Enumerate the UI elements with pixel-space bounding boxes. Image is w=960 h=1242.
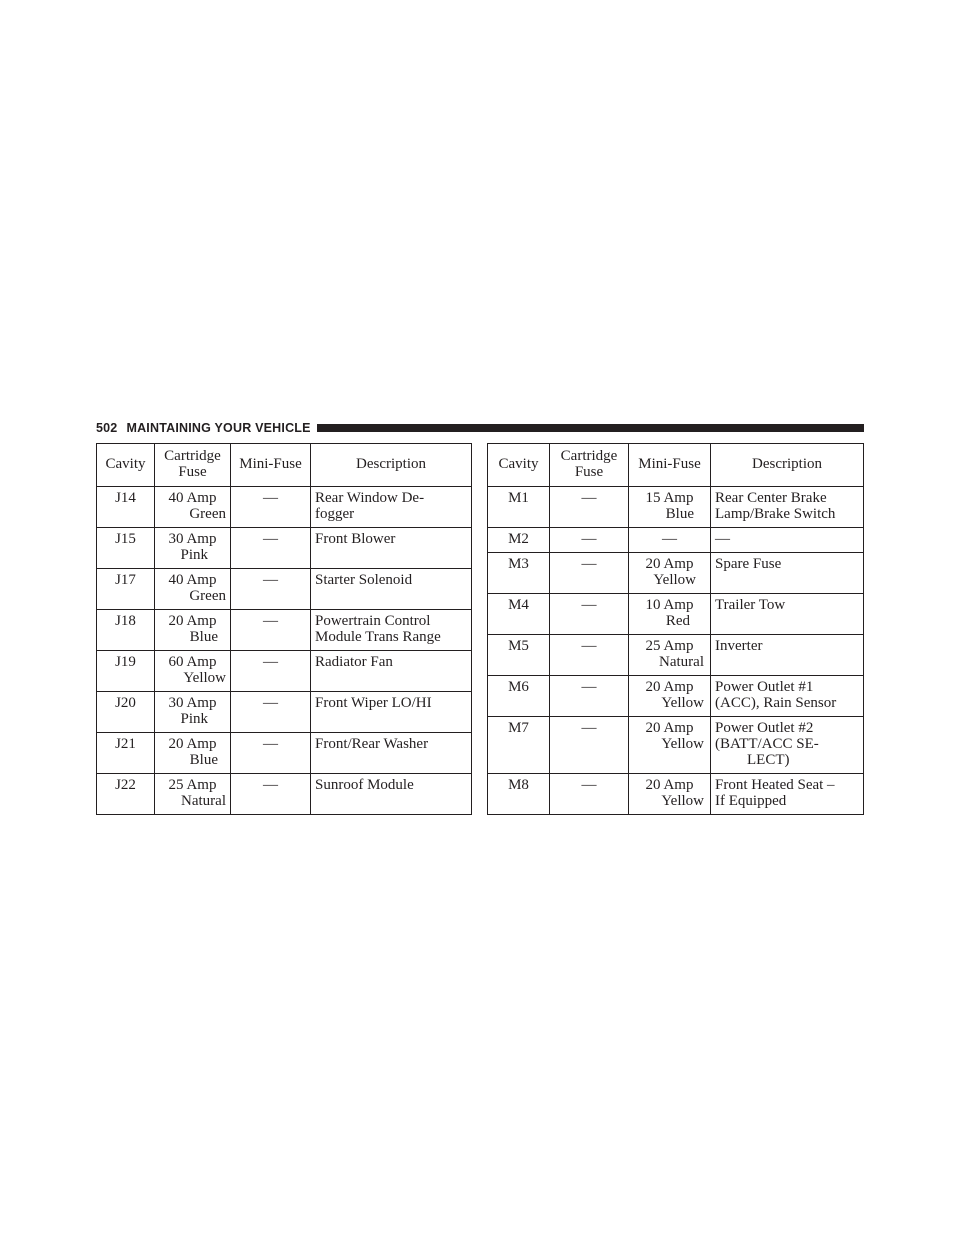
cartridge-amp: 30 Amp	[168, 531, 217, 547]
cartridge-cell: —	[550, 774, 629, 815]
description-line: If Equipped	[715, 793, 787, 809]
description-cell	[311, 651, 472, 692]
cavity-cell: J15	[97, 528, 155, 569]
mini-fuse-cell: —	[231, 651, 311, 692]
cavity-cell: J18	[97, 610, 155, 651]
header-cartridge-line1: Cartridge	[560, 448, 618, 464]
table-row	[488, 774, 864, 815]
table-row	[97, 569, 472, 610]
cartridge-cell: —	[550, 528, 629, 553]
description-cell	[711, 676, 864, 717]
cavity-cell: J22	[97, 774, 155, 815]
description-line: fogger	[315, 506, 355, 522]
cartridge-cell: —	[550, 676, 629, 717]
table-row	[97, 610, 472, 651]
cavity-cell: M7	[488, 717, 550, 774]
mini-fuse-cell	[629, 676, 711, 717]
table-row	[488, 553, 864, 594]
cavity-cell: M5	[488, 635, 550, 676]
cavity-cell: M8	[488, 774, 550, 815]
description-cell	[311, 774, 472, 815]
cartridge-amp: 60 Amp	[168, 654, 217, 670]
mini-fuse-cell: —	[231, 610, 311, 651]
cartridge-cell: —	[550, 594, 629, 635]
description-line: Front/Rear Washer	[315, 736, 429, 752]
description-line: Front Wiper LO/HI	[315, 695, 432, 711]
cartridge-cell	[155, 774, 231, 815]
description-cell	[311, 487, 472, 528]
mini-fuse-color: Blue	[665, 506, 694, 522]
mini-fuse-cell: —	[231, 569, 311, 610]
description-line: Power Outlet #2	[715, 720, 814, 736]
description-line: LECT)	[747, 752, 790, 768]
fuse-table-m-series	[487, 443, 864, 815]
header-rule	[317, 424, 864, 432]
cartridge-color: Blue	[189, 752, 218, 768]
header-description: Description	[711, 444, 864, 487]
cartridge-color: Blue	[189, 629, 218, 645]
header-cartridge-line2: Fuse	[178, 464, 207, 480]
mini-fuse-cell: —	[231, 733, 311, 774]
description-line: Rear Window De-	[315, 490, 425, 506]
table-row	[97, 774, 472, 815]
description-cell	[311, 569, 472, 610]
cavity-cell: M1	[488, 487, 550, 528]
header-cartridge-fuse	[155, 444, 231, 487]
cartridge-amp: 40 Amp	[168, 572, 217, 588]
description-line: Module Trans Range	[315, 629, 441, 645]
header-cartridge-line1: Cartridge	[164, 448, 221, 464]
mini-fuse-color: Yellow	[661, 695, 704, 711]
table-row	[488, 635, 864, 676]
header-description: Description	[311, 444, 472, 487]
cartridge-color: Pink	[180, 711, 208, 727]
section-title: MAINTAINING YOUR VEHICLE	[126, 421, 311, 435]
mini-fuse-cell	[629, 635, 711, 676]
mini-fuse-cell	[629, 774, 711, 815]
table-row	[97, 487, 472, 528]
mini-fuse-amp: 15 Amp	[645, 490, 694, 506]
mini-fuse-amp: 10 Amp	[645, 597, 694, 613]
header-cavity: Cavity	[488, 444, 550, 487]
description-line: Power Outlet #1	[715, 679, 814, 695]
mini-fuse-amp: 20 Amp	[645, 777, 694, 793]
description-cell	[711, 717, 864, 774]
cartridge-cell	[155, 569, 231, 610]
mini-fuse-cell: —	[231, 692, 311, 733]
table-row	[488, 487, 864, 528]
cavity-cell: J14	[97, 487, 155, 528]
description-line: (ACC), Rain Sensor	[715, 695, 837, 711]
cavity-cell: J19	[97, 651, 155, 692]
description-line: Sunroof Module	[315, 777, 414, 793]
mini-fuse-cell: —	[231, 528, 311, 569]
header-cartridge-line2: Fuse	[574, 464, 604, 480]
table-header-row	[97, 444, 472, 487]
mini-fuse-amp: 20 Amp	[645, 679, 694, 695]
mini-fuse-cell: —	[231, 774, 311, 815]
description-line: Radiator Fan	[315, 654, 393, 670]
table-row	[488, 676, 864, 717]
header-cartridge-fuse	[550, 444, 629, 487]
description-line: Front Blower	[315, 531, 396, 547]
description-cell: —	[711, 528, 864, 553]
cartridge-color: Green	[189, 506, 226, 522]
description-line: (BATT/ACC SE-	[715, 736, 819, 752]
header-mini-fuse: Mini-Fuse	[629, 444, 711, 487]
cavity-cell: M3	[488, 553, 550, 594]
cartridge-color: Pink	[180, 547, 208, 563]
description-line: Rear Center Brake	[715, 490, 827, 506]
cartridge-cell: —	[550, 487, 629, 528]
description-cell: Spare Fuse	[711, 553, 864, 594]
table-row	[488, 594, 864, 635]
cavity-cell: M6	[488, 676, 550, 717]
mini-fuse-color: Yellow	[661, 793, 704, 809]
cartridge-cell: —	[550, 717, 629, 774]
cavity-cell: J21	[97, 733, 155, 774]
description-cell	[311, 692, 472, 733]
mini-fuse-cell	[629, 717, 711, 774]
description-line: Front Heated Seat –	[715, 777, 835, 793]
cavity-cell: J20	[97, 692, 155, 733]
description-line: Starter Solenoid	[315, 572, 413, 588]
description-cell: Inverter	[711, 635, 864, 676]
mini-fuse-cell	[629, 553, 711, 594]
cartridge-cell	[155, 692, 231, 733]
page-number: 502	[96, 421, 118, 435]
cartridge-cell: —	[550, 635, 629, 676]
description-line: Lamp/Brake Switch	[715, 506, 836, 522]
cavity-cell: J17	[97, 569, 155, 610]
description-cell	[311, 610, 472, 651]
cartridge-cell: —	[550, 553, 629, 594]
cartridge-amp: 30 Amp	[168, 695, 217, 711]
cartridge-color: Yellow	[183, 670, 226, 686]
mini-fuse-cell: —	[231, 487, 311, 528]
cartridge-cell	[155, 651, 231, 692]
cartridge-amp: 20 Amp	[168, 736, 217, 752]
cartridge-cell	[155, 528, 231, 569]
mini-fuse-cell: —	[629, 528, 711, 553]
table-row	[97, 528, 472, 569]
table-header-row	[488, 444, 864, 487]
description-cell	[311, 528, 472, 569]
cartridge-cell	[155, 487, 231, 528]
mini-fuse-color: Yellow	[661, 736, 704, 752]
cavity-cell: M4	[488, 594, 550, 635]
cartridge-amp: 25 Amp	[168, 777, 217, 793]
mini-fuse-color: Red	[665, 613, 690, 629]
mini-fuse-amp: 20 Amp	[645, 720, 694, 736]
description-cell	[711, 774, 864, 815]
cartridge-cell	[155, 733, 231, 774]
mini-fuse-amp: 20 Amp	[645, 556, 694, 572]
table-row	[97, 692, 472, 733]
description-cell	[311, 733, 472, 774]
table-row	[97, 651, 472, 692]
page-header	[96, 419, 864, 437]
cartridge-color: Natural	[181, 793, 226, 809]
table-row	[488, 528, 864, 553]
header-cavity: Cavity	[97, 444, 155, 487]
table-row	[488, 717, 864, 774]
description-line: Powertrain Control	[315, 613, 431, 629]
cartridge-amp: 20 Amp	[168, 613, 217, 629]
fuse-table-j-series	[96, 443, 472, 815]
table-row	[97, 733, 472, 774]
mini-fuse-cell	[629, 594, 711, 635]
mini-fuse-amp: 25 Amp	[645, 638, 694, 654]
cartridge-amp: 40 Amp	[168, 490, 217, 506]
mini-fuse-cell	[629, 487, 711, 528]
mini-fuse-color: Natural	[659, 654, 704, 670]
cartridge-color: Green	[189, 588, 226, 604]
cartridge-cell	[155, 610, 231, 651]
cavity-cell: M2	[488, 528, 550, 553]
mini-fuse-color: Yellow	[653, 572, 696, 588]
header-mini-fuse: Mini-Fuse	[231, 444, 311, 487]
description-cell: Trailer Tow	[711, 594, 864, 635]
description-cell	[711, 487, 864, 528]
